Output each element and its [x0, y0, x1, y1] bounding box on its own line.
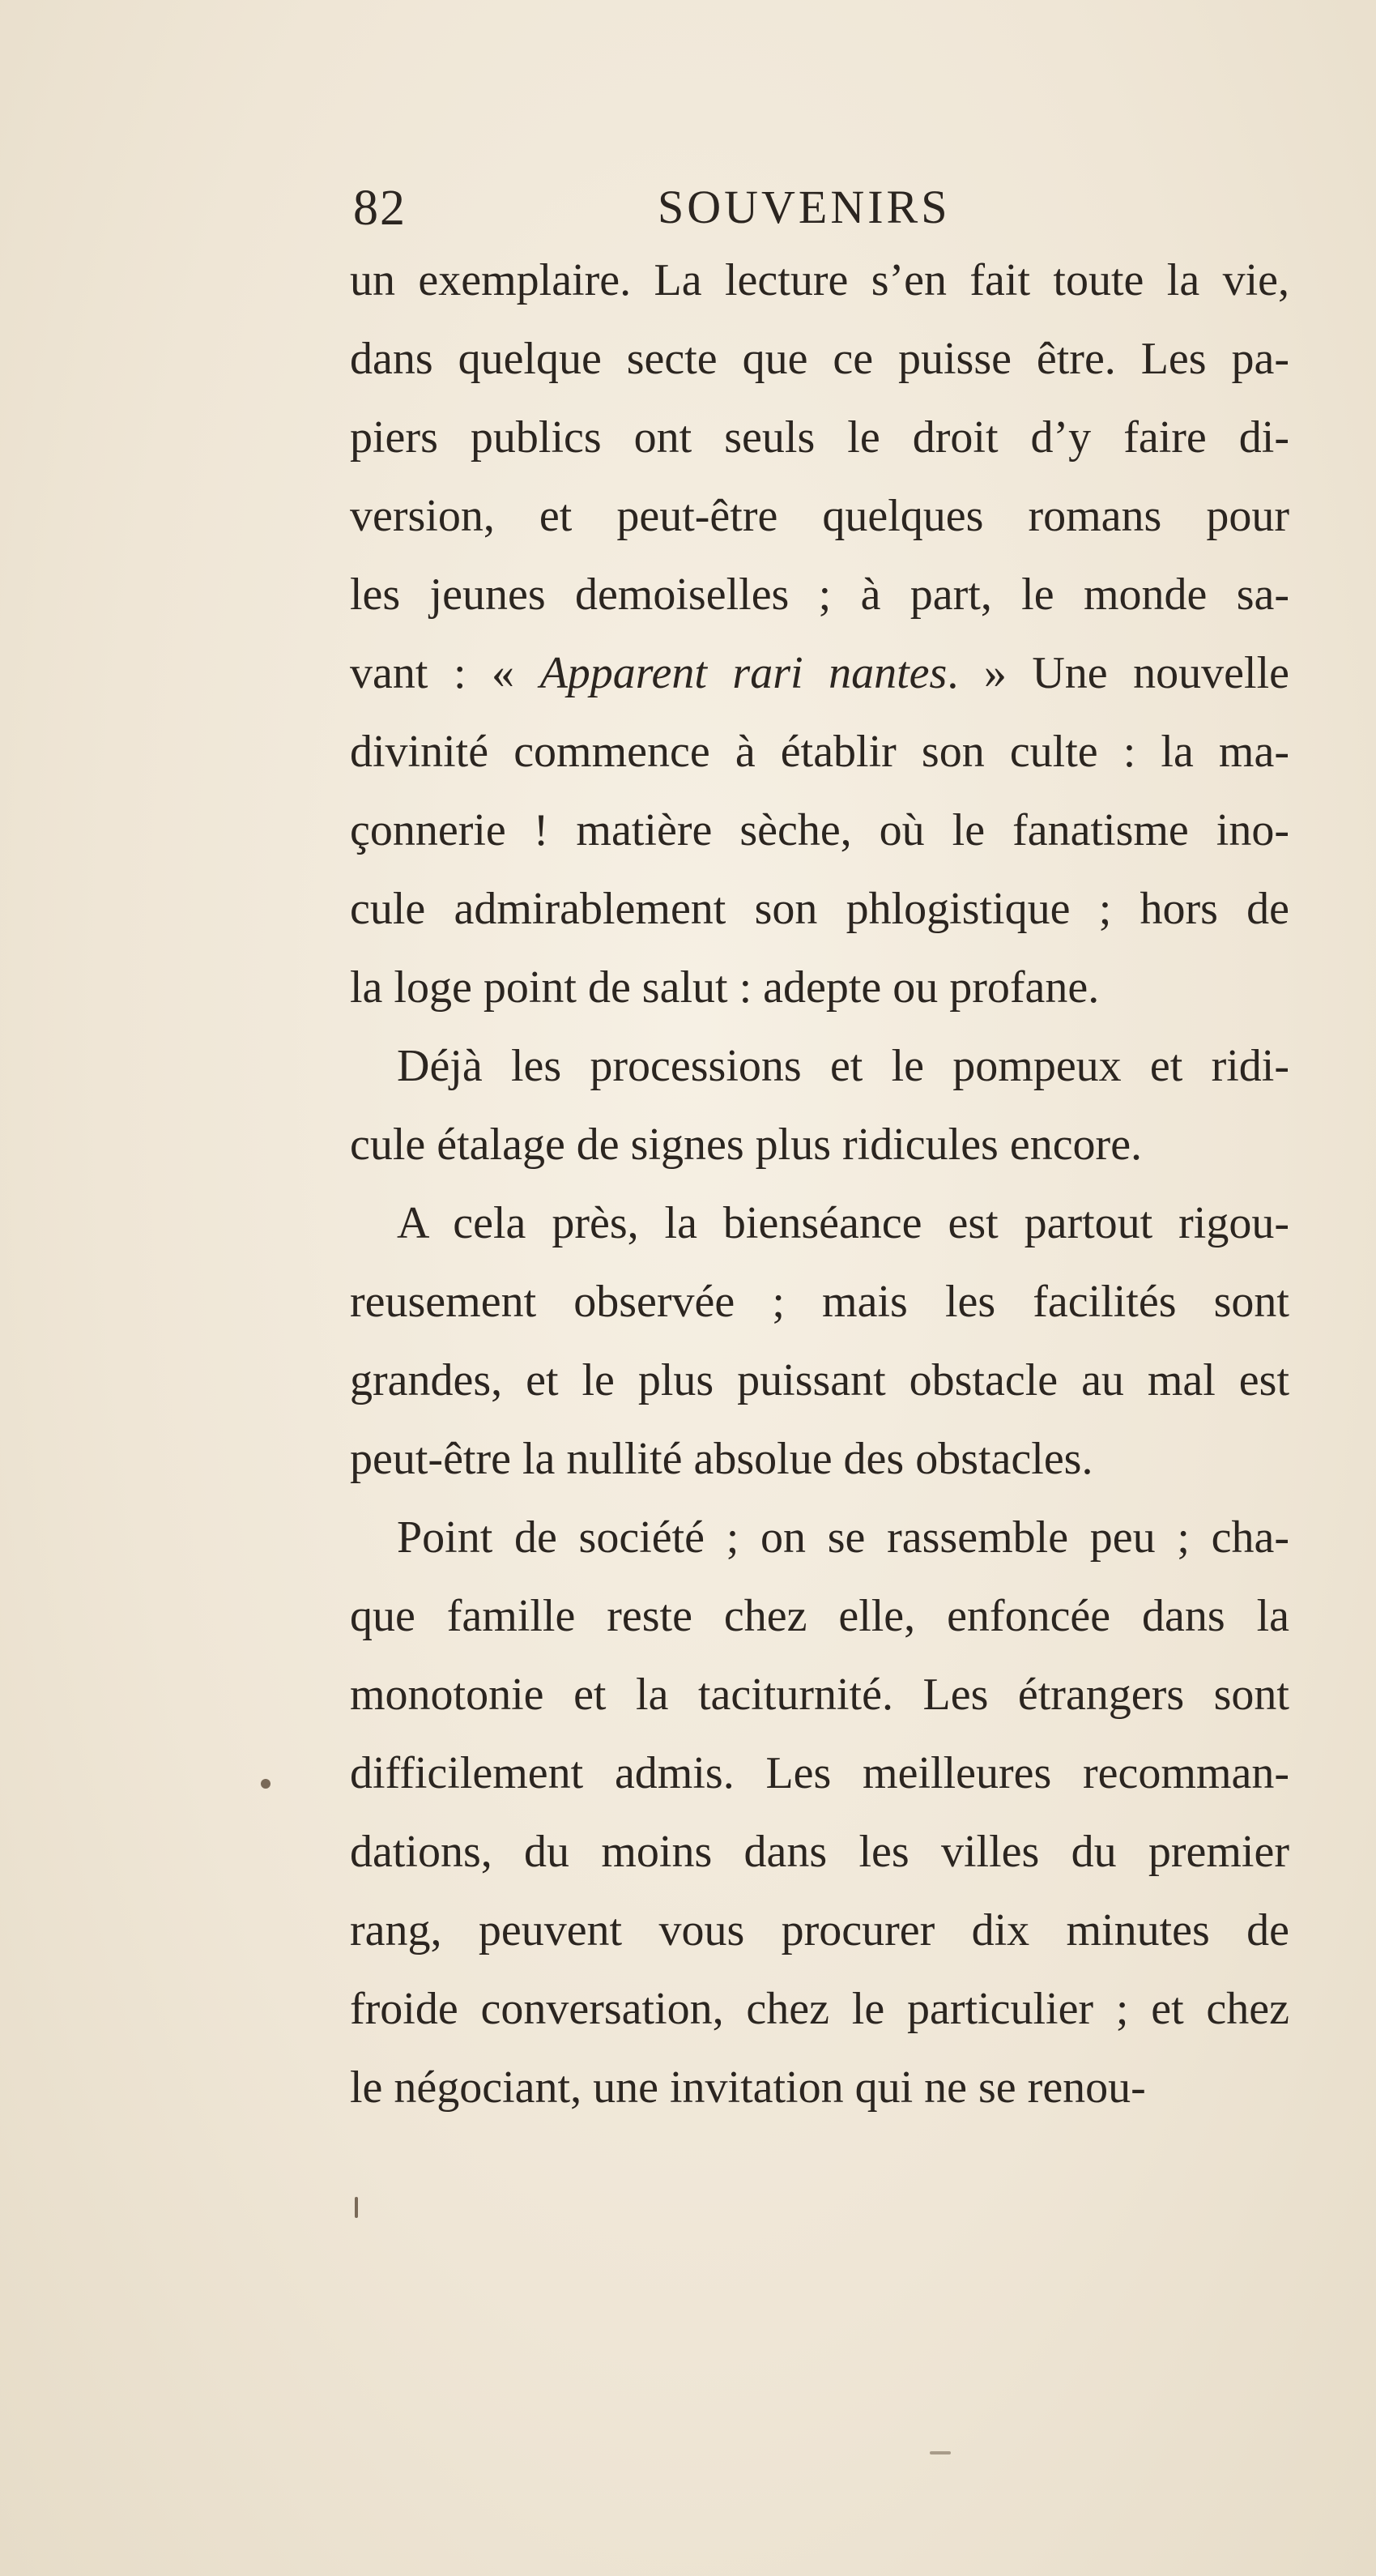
text-segment: grandes, et le plus puissant obstacle au mal est [350, 1355, 1289, 1405]
text-line [350, 870, 1289, 949]
text-line [350, 1027, 1289, 1106]
text-line [350, 241, 1289, 320]
text-segment: dations, du moins dans les villes du premier [350, 1827, 1289, 1877]
text-segment: difficilement admis. Les meilleures recomman- [350, 1748, 1289, 1798]
text-segment: froide conversation, chez le particulier ; et chez [350, 1984, 1289, 2034]
text-segment: un exemplaire. La lecture s’en fait toute la vie, [350, 255, 1289, 305]
text-segment: Point de société ; on se rassemble peu ; cha- [397, 1512, 1289, 1563]
page-number: 82 [353, 181, 407, 236]
text-segment: reusement observée ; mais les facilités sont [350, 1277, 1289, 1327]
text-line [350, 1970, 1289, 2049]
paragraph [350, 1499, 1289, 2127]
text-segment: vant : « [350, 648, 540, 698]
text-segment: divinité commence à établir son culte : la ma- [350, 727, 1289, 777]
text-segment: . » Une nouvelle [947, 648, 1290, 698]
text-line [350, 556, 1289, 634]
text-line [350, 1656, 1289, 1734]
running-title: SOUVENIRS [658, 181, 951, 233]
text-line [350, 1420, 1289, 1499]
italic-phrase: Apparent rari nantes [539, 648, 948, 698]
text-line [350, 791, 1289, 870]
text-segment: rang, peuvent vous procurer dix minutes de [350, 1905, 1289, 1955]
paragraph [350, 1184, 1289, 1499]
text-segment: çonnerie ! matière sèche, où le fanatisme ino- [350, 805, 1289, 855]
body-text [350, 241, 1289, 2127]
paragraph [350, 241, 1289, 1027]
text-segment: la loge point de salut : adepte ou profane. [350, 962, 1100, 1013]
text-segment: peut-être la nullité absolue des obstacles. [350, 1434, 1093, 1484]
text-segment: cule étalage de signes plus ridicules encore. [350, 1120, 1143, 1170]
text-line [350, 1499, 1289, 1577]
text-segment: monotonie et la taciturnité. Les étrangers sont [350, 1670, 1289, 1720]
text-line [350, 1577, 1289, 1656]
text-line [350, 477, 1289, 556]
paper-speck [261, 1779, 271, 1789]
text-segment: dans quelque secte que ce puisse être. Les pa- [350, 334, 1289, 384]
text-line [350, 713, 1289, 791]
text-line [350, 1263, 1289, 1341]
text-line [350, 949, 1289, 1027]
text-segment: Déjà les processions et le pompeux et ridi- [397, 1041, 1289, 1091]
text-line [350, 1341, 1289, 1420]
text-line [350, 1813, 1289, 1891]
text-line [350, 2049, 1289, 2127]
text-line [350, 1184, 1289, 1263]
text-line [350, 1734, 1289, 1813]
text-line [350, 1106, 1289, 1184]
page-header [353, 180, 1293, 245]
text-line [350, 1891, 1289, 1970]
text-segment: A cela près, la bienséance est partout rigou- [397, 1198, 1289, 1248]
text-segment: les jeunes demoiselles ; à part, le monde sa- [350, 569, 1289, 620]
text-segment: piers publics ont seuls le droit d’y faire di- [350, 412, 1289, 463]
paper-speck [355, 2197, 358, 2218]
text-segment: cule admirablement son phlogistique ; hors de [350, 884, 1289, 934]
text-segment: le négociant, une invitation qui ne se renou- [350, 2062, 1146, 2113]
text-line [350, 320, 1289, 399]
paper-speck [930, 2451, 951, 2454]
paragraph [350, 1027, 1289, 1184]
text-segment: version, et peut-être quelques romans pour [350, 491, 1289, 541]
text-line [350, 399, 1289, 477]
text-line [350, 634, 1289, 713]
text-segment: que famille reste chez elle, enfoncée dans la [350, 1591, 1289, 1641]
